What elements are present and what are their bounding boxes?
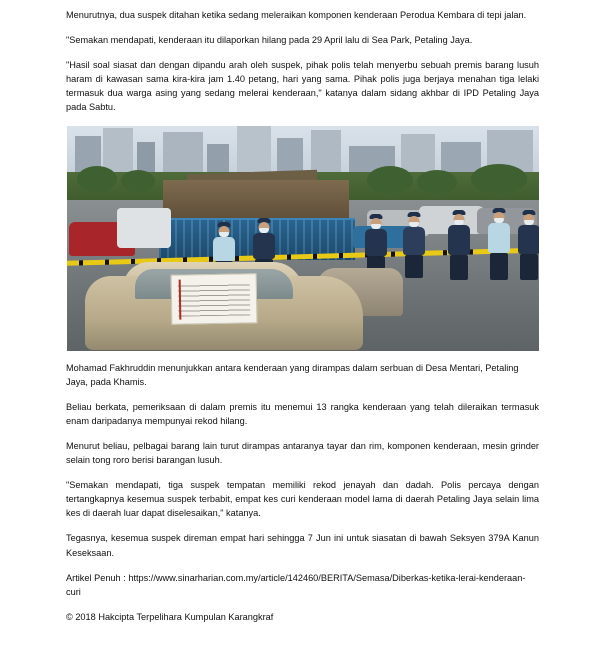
officer — [485, 208, 513, 280]
figure-caption: Mohamad Fakhruddin menunjukkan antara kenderaan yang dirampas dalam serbuan di Desa Mentari, Petaling Jaya, pada Khamis. — [66, 362, 519, 387]
notice-accent — [178, 279, 203, 319]
article-link-row — [66, 571, 539, 599]
paragraph: "Hasil soal siasat dan dengan dipandu arah oleh suspek, pihak polis telah menyerbu sebuah premis barang lusuh haram di kawasan sama kira-kira jam 1.40 petang, hari yang sama. Pihak polis juga berjaya menahan tiga lelaki termasuk dua warga asing yang sedang melerai kenderaan," katanya dalam sidang akhbar di IPD Petaling Jaya pada Sabtu. — [66, 60, 539, 113]
paragraph: Tegasnya, kesemua suspek direman empat hari sehingga 7 Jun ini untuk siasatan di bawah Seksyen 379A Kanun Keseksaan. — [66, 533, 539, 558]
article-link-label: Artikel Penuh : — [66, 572, 126, 583]
tree — [77, 166, 117, 192]
paragraph: "Semakan mendapati, tiga suspek tempatan memiliki rekod jenayah dan dadah. Polis percaya dengan tertangkapnya kesemua suspek terbabit, empat kes curi kenderaan model lama di daerah Petaling Jaya selain lima kes di daerah luar dapat diselesaikan," katanya. — [66, 480, 539, 519]
notice-placard — [170, 273, 257, 324]
parked-van-white — [117, 208, 171, 248]
paragraph: "Semakan mendapati, kenderaan itu dilaporkan hilang pada 29 April lalu di Sea Park, Petaling Jaya. — [66, 35, 473, 46]
article-figure — [66, 126, 539, 351]
paragraph: Menurut beliau, pelbagai barang lain turut dirampas antaranya tayar dan rim, komponen kenderaan, mesin grinder selain tong roro berisi barangan lusuh. — [66, 440, 539, 466]
paragraph: Menurutnya, dua suspek ditahan ketika sedang meleraikan komponen kenderaan Perodua Kembara di tepi jalan. — [66, 10, 527, 20]
tree — [367, 166, 413, 194]
copyright-notice: © 2018 Hakcipta Terpelihara Kumpulan Karangkraf — [66, 611, 274, 622]
tree — [471, 164, 527, 194]
tree — [417, 170, 457, 194]
article-link-url[interactable]: https://www.sinarharian.com.my/article/142460/BERITA/Semasa/Diberkas-ketika-lerai-kenderaan-curi — [66, 572, 526, 597]
officer — [445, 210, 473, 280]
tree — [121, 170, 155, 192]
officer — [515, 210, 539, 280]
paragraph: Beliau berkata, pemeriksaan di dalam premis itu menemui 13 rangka kenderaan yang telah dileraikan termasuk enam daripadanya mempunyai rekod hilang. — [66, 401, 539, 426]
news-photo — [67, 126, 539, 351]
officer — [401, 212, 427, 278]
